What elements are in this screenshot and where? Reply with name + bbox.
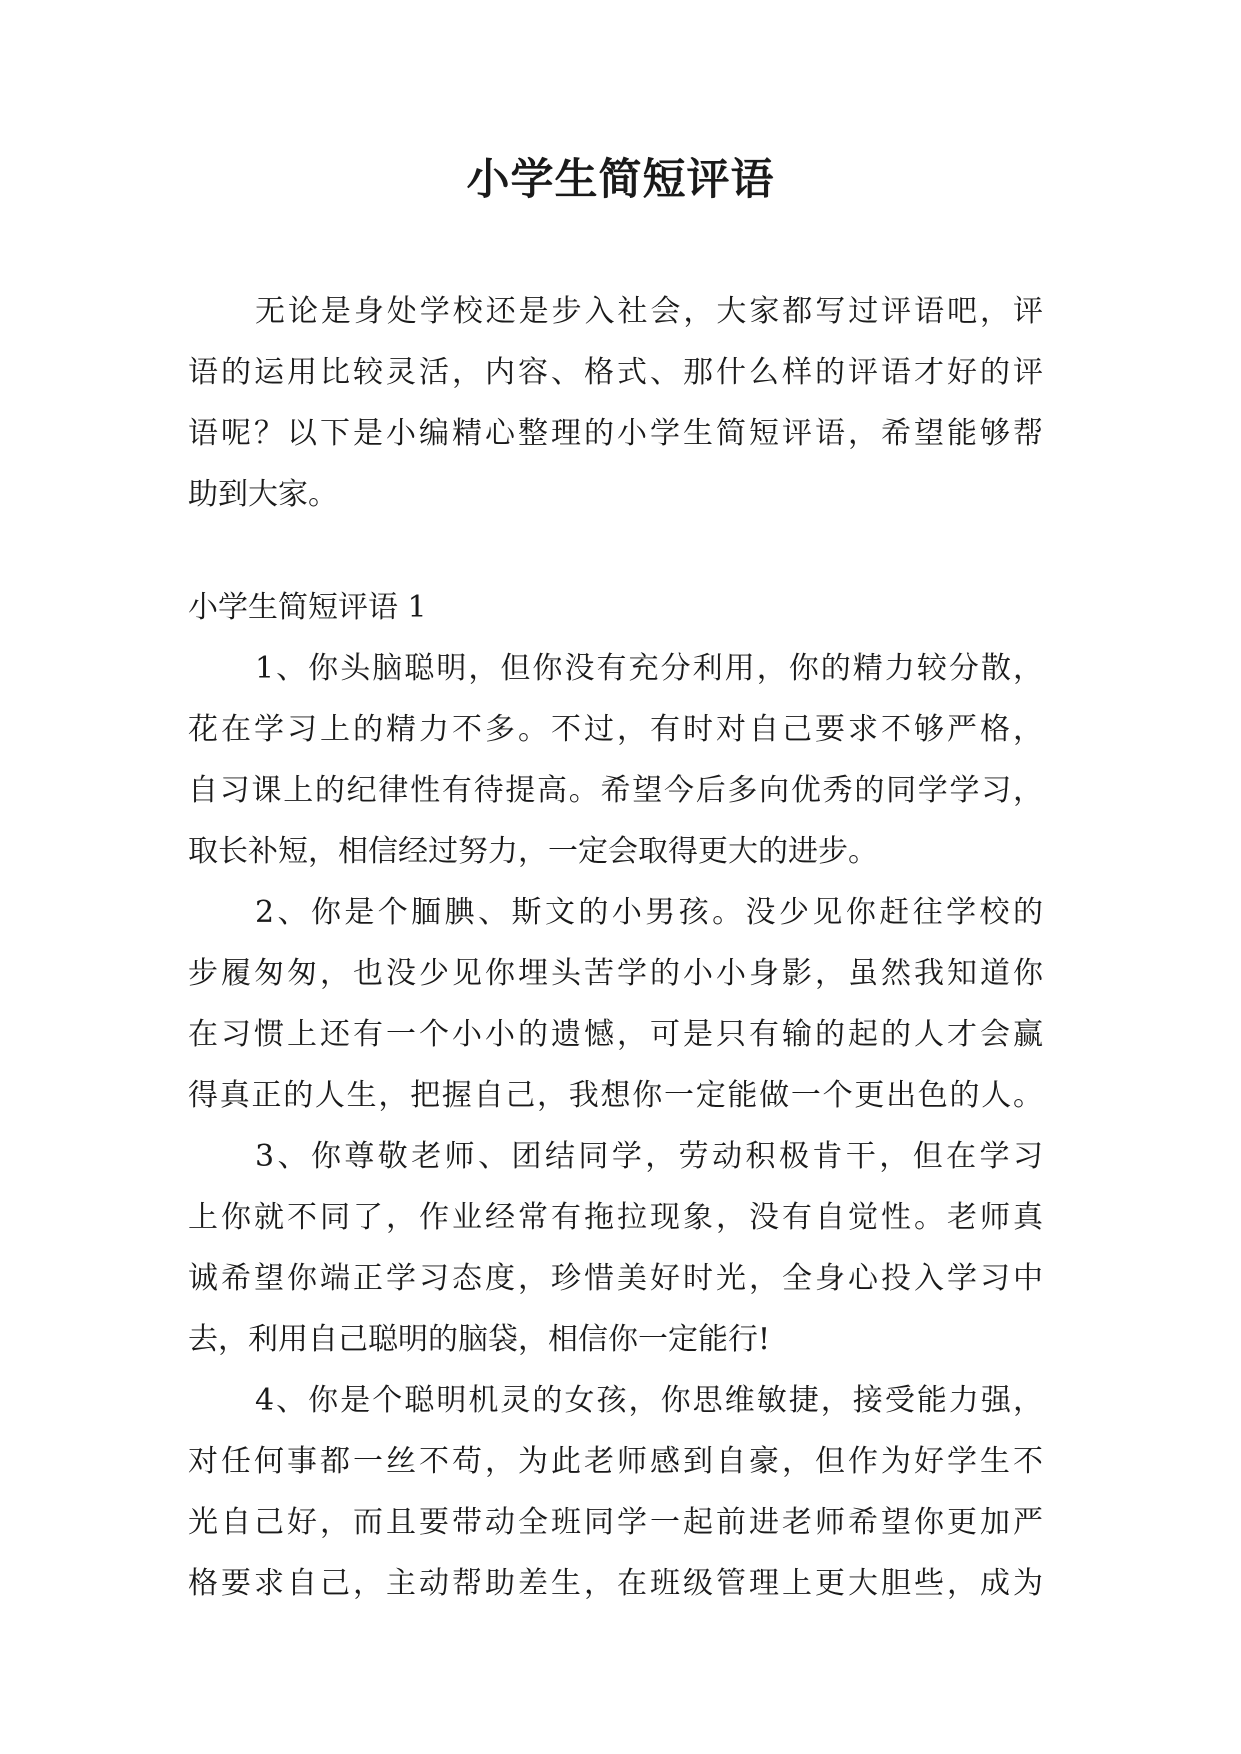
section-heading: 小学生简短评语 1 — [188, 590, 427, 625]
comment-line: 光自己好，而且要带动全班同学一起前进老师希望你更加严 — [188, 1505, 1043, 1540]
intro-line: 无论是身处学校还是步入社会，大家都写过评语吧，评 — [255, 294, 1043, 329]
intro-line: 语的运用比较灵活，内容、格式、那什么样的评语才好的评 — [188, 355, 1043, 390]
comment-line: 取长补短，相信经过努力，一定会取得更大的进步。 — [188, 834, 878, 869]
comment-line: 4、你是个聪明机灵的女孩，你思维敏捷，接受能力强， — [255, 1383, 1043, 1418]
comment-line: 在习惯上还有一个小小的遗憾，可是只有输的起的人才会赢 — [188, 1017, 1043, 1052]
comment-line: 诚希望你端正学习态度，珍惜美好时光，全身心投入学习中 — [188, 1261, 1043, 1296]
document-title: 小学生简短评语 — [466, 155, 775, 205]
intro-line: 语呢？以下是小编精心整理的小学生简短评语，希望能够帮 — [188, 416, 1043, 451]
comment-line: 格要求自己，主动帮助差生，在班级管理上更大胆些，成为 — [188, 1566, 1043, 1601]
comment-line: 上你就不同了，作业经常有拖拉现象，没有自觉性。老师真 — [188, 1200, 1043, 1235]
comment-line: 2、你是个腼腆、斯文的小男孩。没少见你赶往学校的 — [255, 895, 1043, 930]
comment-line: 得真正的人生，把握自己，我想你一定能做一个更出色的人。 — [188, 1078, 1043, 1113]
comment-line: 花在学习上的精力不多。不过，有时对自己要求不够严格， — [188, 712, 1043, 747]
comment-line: 1、你头脑聪明，但你没有充分利用，你的精力较分散， — [255, 651, 1043, 686]
comment-line: 对任何事都一丝不苟，为此老师感到自豪，但作为好学生不 — [188, 1444, 1043, 1479]
intro-line: 助到大家。 — [188, 477, 338, 512]
comment-line: 自习课上的纪律性有待提高。希望今后多向优秀的同学学习， — [188, 773, 1043, 808]
comment-line: 步履匆匆，也没少见你埋头苦学的小小身影，虽然我知道你 — [188, 956, 1043, 991]
comment-line: 去，利用自己聪明的脑袋，相信你一定能行! — [188, 1322, 771, 1357]
comment-line: 3、你尊敬老师、团结同学，劳动积极肯干，但在学习 — [255, 1139, 1043, 1174]
